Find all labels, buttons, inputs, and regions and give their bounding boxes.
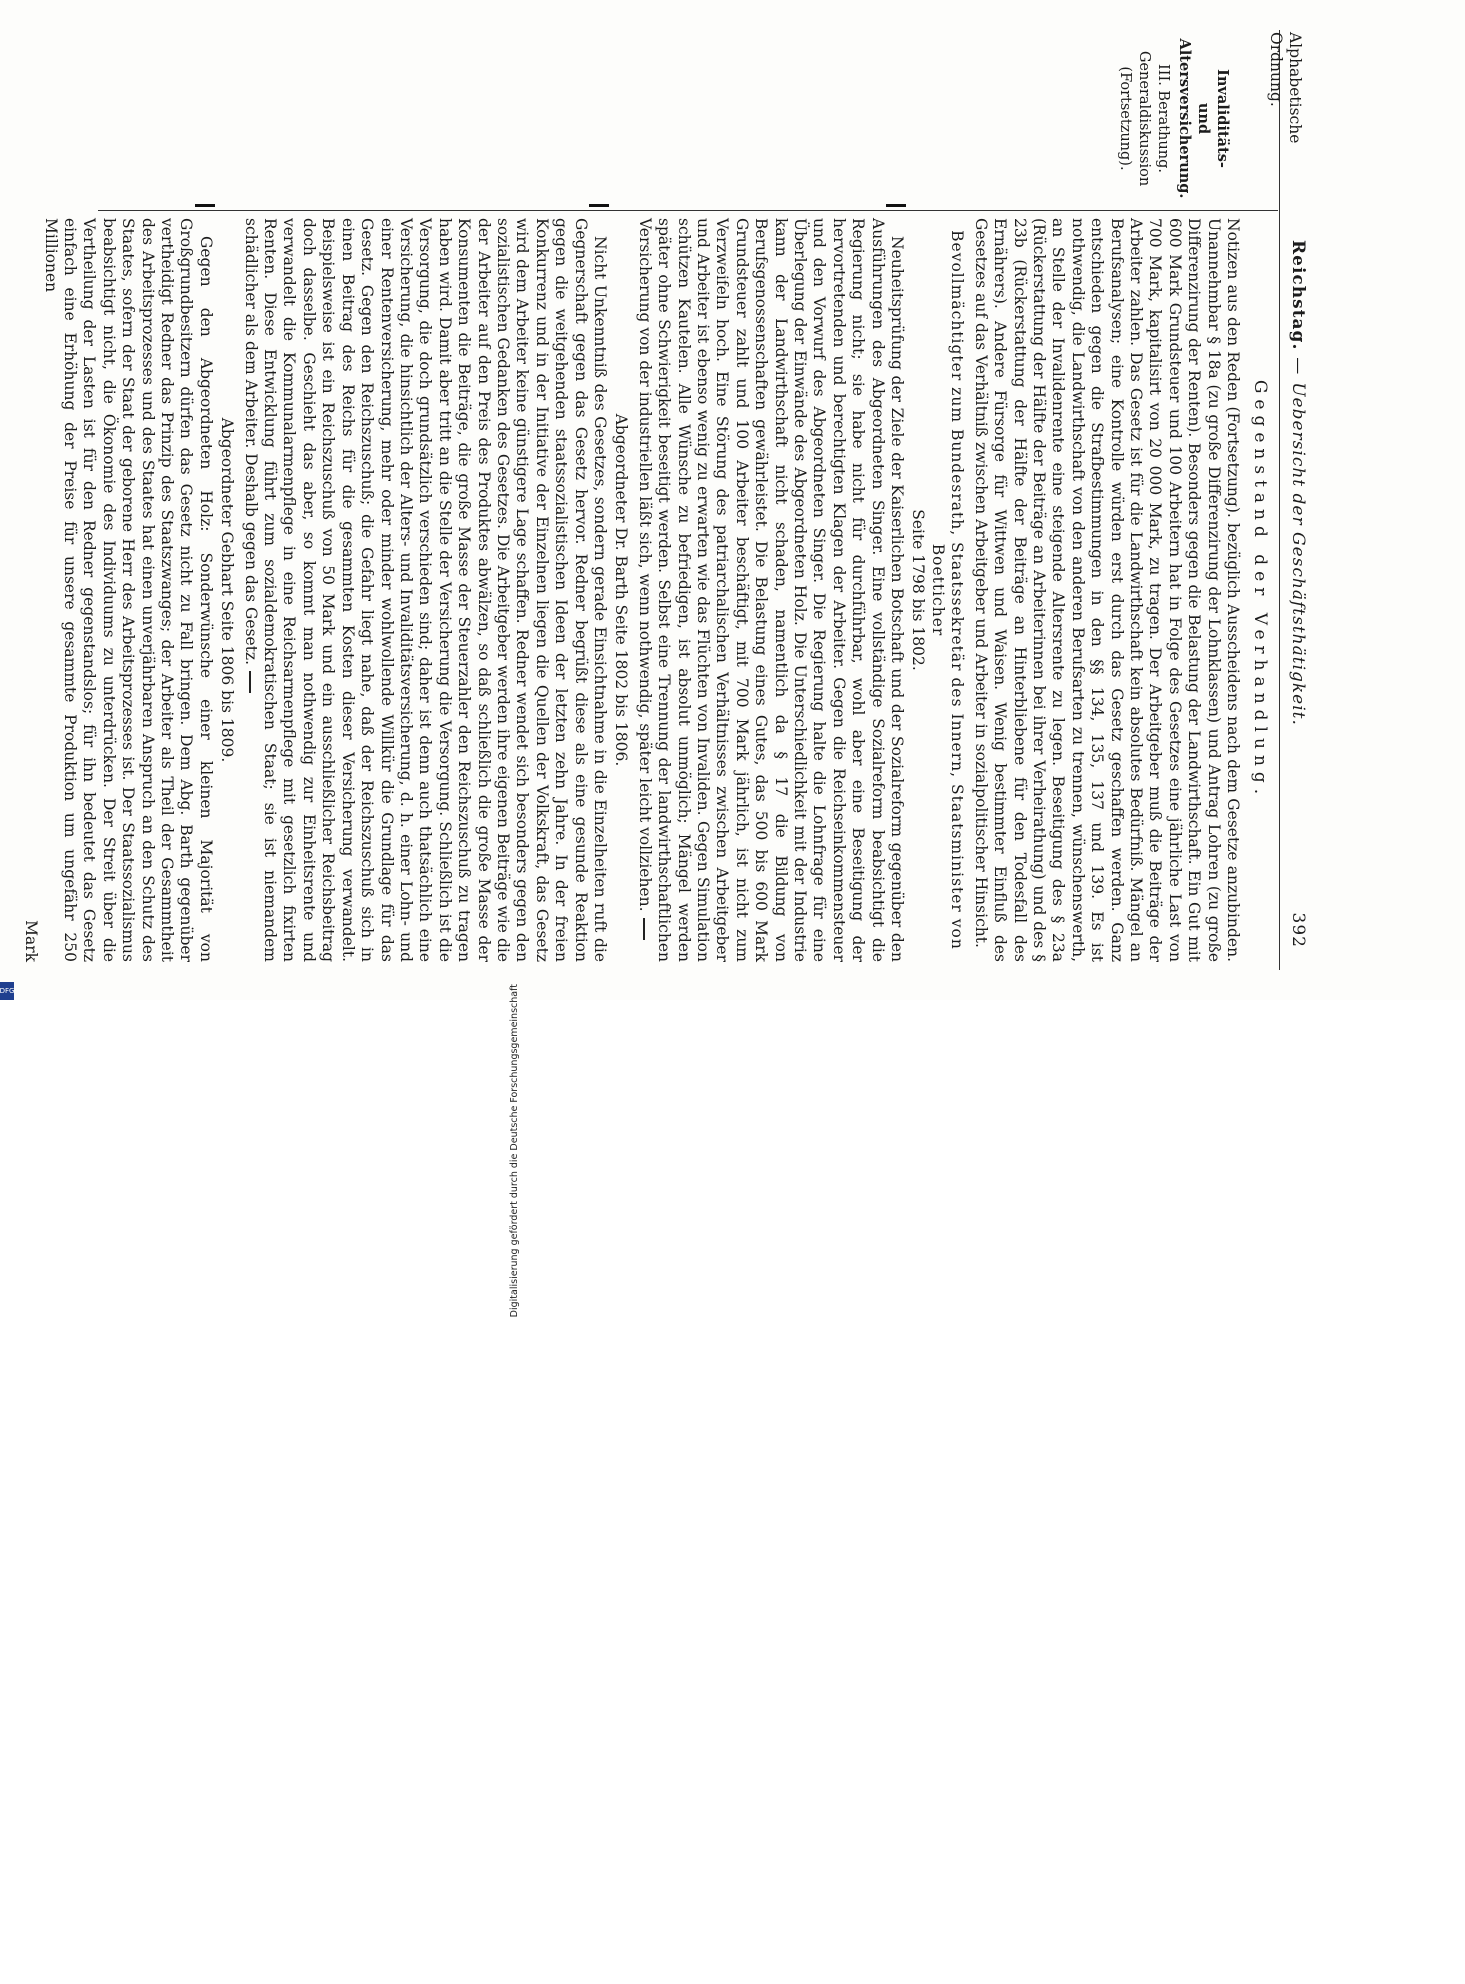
topic-line-1: Invaliditäts- [1213,69,1231,168]
speaker-1-pages: Seite 1798 bis 1802. [909,509,927,671]
speaker-1-name: Bevollmächtigter zum Bundesrath, Staatssekretär des Innern, Staatsminister von Boetticher [928,230,966,950]
section-heading: Gegenstand der Verhandlung. [1249,379,1270,801]
credit-text: Digitalisierung gefördert durch die Deutsche Forschungsgemeinschaft [508,984,520,1318]
paragraph-2-text: Nicht Unkenntniß des Gesetzes, sondern gerade Einsichtnahme in die Einzelheiten ruft die Gegnerschaft gegen das Gesetz hervor. Redner begrüßt diese als eine gesunde Reaktion gegen die weitgehenden staatssozialistischen Ideen der letzten zehn Jahre. In der freien Konkurrenz und in der Initiative der Einzelnen liegen die Quellen der Volkskraft, das Gesetz wird dem Arbeiter keine günstigere Lage schaffen. Redner wendet sich besonders gegen den sozialistischen Gedanken des Gesetzes. Die Arbeitgeber werden ihre eigenen Beiträge wie die der Arbeiter auf den Preis des Produktes abwälzen, so daß schließlich die große Masse der Konsumenten die Beiträge, die große Masse der Steuerzahler den Reichszuschuß zu tragen haben wird. Damit aber tritt an die Stelle der Versicherung die Versorgung. Schließlich ist die Versorgung, die doch grundsätzlich verschieden sind; daher ist denn auch thatsächlich eine Versicherung, die hinsichtlich der Alters- und Invaliditätsversicherung, d. h. einer Lohn- und einer Rentenversicherung, mehr oder minder wohlwollende Willkür die Grundlage für das Gesetz. Gegen den Reichszuschuß; die Gefahr liegt nahe, daß der Reichszuschuß sich in einen Beitrag des Reichs für die gesammten Kosten dieser Versicherung verwandelt. Beispielsweise ist ein Reichszuschuß von 50 Mark und ein ausschließlicher Reichsbeitrag doch dasselbe. Geschieht das aber, so kommt man nothwendig zur Einheitsrente und verwandelt die Kommunalarmenpflege in eine Reichsarmenpflege mit gesetzlich fixirten Renten. Diese Entwicklung führt zum sozialdemokratischen Staat; sie ist niemandem schädlicher als dem Arbeiter. Deshalb gegen das Gesetz. [241,218,609,962]
dfg-logo: DFG [0,982,14,1000]
catchword: Mark [21,920,40,962]
topic-line-2: und [1194,102,1212,135]
margin-mark-1 [886,204,906,207]
end-dash-1 [642,918,644,940]
reading-line-2: Generaldiskussion [1135,50,1152,187]
paragraph-1-text: Neuheitsprüfung der Ziele der Kaiserlichen Botschaft und der Sozialreform gegenüber den Ausführungen des Abgeordneten Singer. Eine vollständige Sozialreform beabsichtigt die Regierung nicht; sie habe nicht für durchführbar, wohl aber eine Beseitigung der hervortretenden und berechtigten Klagen der Arbeiter. Gegen die Reichseinkommensteuer und den Vorwurf des Abgeordneten Singer. Die Regierung halte die Lohnfrage für eine Überlegung der Einwände des Abgeordneten Holz. Die Unterschiedlichkeit mit der Industrie kann der Landwirthschaft nicht schaden, namentlich da § 17 die Bildung von Berufsgenossenschaften gewährleistet. Die Belastung eines Gutes, das 500 bis 600 Mark Grundsteuer zahlt und 100 Arbeiter beschäftigt, mit 700 Mark jährlich, ist nicht zum Verzweifeln hoch. Eine Störung des patriarchalischen Verhältnisses zwischen Arbeitgeber und Arbeiter ist ebenso wenig zu erwarten wie das Flüchten von Invaliden. Gegen Simulation schützen Kautelen. Alle Wünsche zu befriedigen, ist absolut unmöglich; Mängel werden später ohne Schwierigkeit beseitigt werden. Selbst eine Trennung der landwirthschaftlichen Versicherung von der industriellen läßt sich, wenn nothwendig, später leicht vollziehen. [635,218,906,962]
paragraph-3 [40,218,215,962]
page-number: 392 [1287,912,1308,948]
margin-sidebar [96,30,1306,200]
alphabetical-order-label: Alphabetische Ordnung. [1266,32,1304,144]
paragraph-1 [634,218,906,962]
running-head-separator: — [1287,357,1308,376]
speaker-heading-1 [908,218,966,962]
reading-line-1: III. Berathung. [1154,64,1171,173]
end-dash-2 [248,671,250,693]
main-text-column [21,218,1274,962]
running-head [1288,240,1308,726]
speaker-heading-2: Abgeordneter Dr. Barth Seite 1802 bis 1806. [611,413,630,767]
paragraph-2 [240,218,609,962]
reading-line-3: (Fortsetzung). [1116,66,1133,171]
topic-line-3: Altersversicherung. [1175,38,1193,199]
paragraph-3-text: Gegen den Abgeordneten Holz: Sonderwünsche einer kleinen Majorität von Großgrundbesitzern dürfen das Gesetz nicht zu Fall bringen. Dem Abg. Barth gegenüber vertheidigt Redner das Prinzip des Staatszwanges; der Arbeiter als Theil der Gesammtheit des Arbeitsprozesses und des Staates hat einen unverjährbaren Anspruch an den Schutz des Staates, sofern der Staat der geborene Herr des Arbeitsprozesses ist. Der Staatssozialismus beabsichtigt nicht, die Ökonomie des Individuums zu unterdrücken. Der Streit über die Vertheilung der Lasten ist für den Redner gegenstandslos; für ihn bedeutet das Gesetz einfach eine Erhöhung der Preise für unsere gesammte Produktion um ungefähr 250 Millionen [41,218,215,962]
margin-mark-3 [194,204,214,207]
speaker-heading-3: Abgeordneter Gebhart Seite 1806 bis 1809. [217,417,236,763]
column-rule [98,210,1278,211]
digitization-credit [506,984,522,1984]
running-head-right: Uebersicht der Geschäftsthätigkeit. [1287,382,1308,726]
margin-mark-2 [589,204,609,207]
running-head-left: Reichstag. [1287,240,1308,351]
intro-paragraph: Notizen aus den Reden (Fortsetzung). bezüglich Ausscheidens nach dem Gesetze anzubinden. Unannehmbar § 18a (zu große Differenzirung der Lohnklassen) und Antrag Lohren (zu große Differenzirung der Renten). Besonders gegen die Belastung der Landwirthschaft. Ein Gut mit 600 Mark Grundsteuer und 100 Arbeitern hat in Folge des Gesetzes eine jährliche Last von 700 Mark, kapitalisirt von 20 000 Mark, zu tragen. Der Arbeitgeber muß die Beiträge der Arbeiter zahlen. Das Gesetz ist für die Landwirthschaft kein absolutes Bedürfniß. Mängel an Berufsanalysen; eine Kontrolle würden erst durch das Gesetz geschaffen werden. Ganz entschieden gegen die Strafbestimmungen in den §§ 134, 135, 137 und 139. Es ist nothwendig, die Landwirthschaft von den anderen Berufsarten zu trennen, wünschenswerth, an Stelle der Invalidenrente eine steigende Altersrente zu legen. Beseitigung des § 23a (Rückerstattung der Hälfte der Beiträge an Arbeiterinnen bei ihrer Verheirathung) und des § 23b (Rückerstattung der Hälfte der Beiträge an Hinterbliebene für den Todesfall des Ernährers). Andere Fürsorge für Wittwen und Waisen. Wenig bestimmter Einfluß des Gesetzes auf das Verhältniß zwischen Arbeitgeber und Arbeiter in sozialpolitischer Hinsicht. [971,218,1242,962]
document-page [21,30,1318,970]
